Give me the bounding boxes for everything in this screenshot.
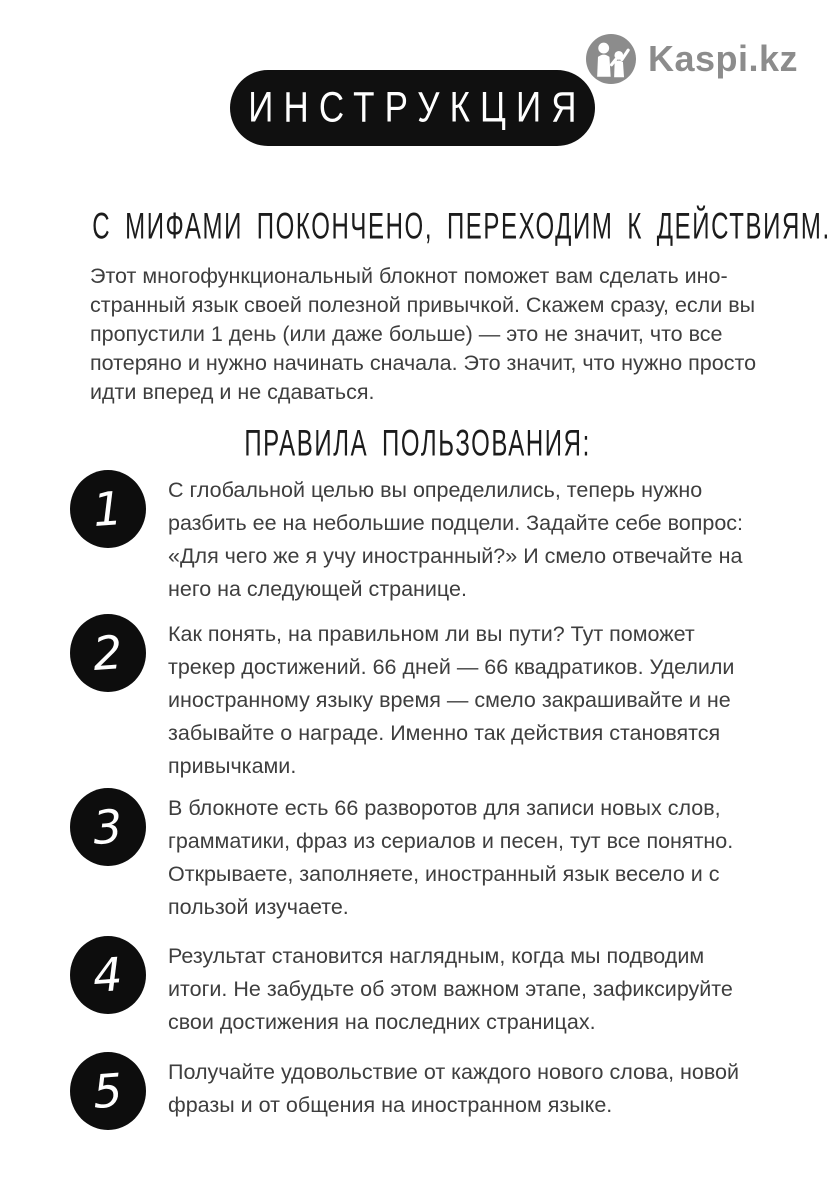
rule-number-badge: 1 bbox=[70, 470, 146, 548]
rule-number-badge: 4 bbox=[70, 936, 146, 1014]
rule-number-badge: 2 bbox=[70, 614, 146, 692]
rule-item-3 bbox=[70, 788, 750, 924]
kaspi-logo-text: Kaspi.kz bbox=[648, 38, 799, 79]
rule-text: Результат становится наглядным, когда мы подводим итоги. Не забудьте об этом важном этапе, зафиксируйте свои достижения на последних страницах. bbox=[168, 944, 733, 1034]
rule-text: С глобальной целью вы определились, теперь нужно разбить ее на небольшие подцели. Задайте себе вопрос: «Для чего же я учу иностранный?» И смело отвечайте на него на следующей странице. bbox=[168, 478, 744, 601]
rule-text: Получайте удовольствие от каждого нового слова, новой фразы и от общения на иностранном языке. bbox=[168, 1060, 739, 1117]
kaspi-people-icon bbox=[586, 34, 636, 84]
instruction-badge-label: ИНСТРУКЦИЯ bbox=[248, 83, 587, 131]
kaspi-logo bbox=[586, 34, 798, 84]
intro-paragraph: Этот многофункциональный блокнот поможет вам сделать ино-странный язык своей полезной привычкой. Скажем сразу, если вы пропустили 1 день (или даже больше) — это не значит, что все потеряно и нужно начинать сначала. Это значит, что нужно просто идти вперед и не сдаваться. bbox=[90, 264, 757, 404]
rule-item-2 bbox=[70, 614, 750, 783]
rule-item-1 bbox=[70, 470, 750, 606]
instruction-badge bbox=[230, 70, 595, 146]
rule-text: В блокноте есть 66 разворотов для записи новых слов, грамматики, фраз из сериалов и песен, тут все понятно. Открываете, заполняете, иностранный язык весело и с пользой изучаете. bbox=[168, 796, 734, 919]
rule-number-badge: 3 bbox=[70, 788, 146, 866]
page-title: С МИФАМИ ПОКОНЧЕНО, ПЕРЕХОДИМ К ДЕЙСТВИЯМ. bbox=[92, 207, 831, 248]
rules-heading: ПРАВИЛА ПОЛЬЗОВАНИЯ: bbox=[244, 424, 591, 465]
rule-item-5 bbox=[70, 1052, 750, 1130]
rule-item-4 bbox=[70, 936, 750, 1039]
rule-number-badge: 5 bbox=[70, 1052, 146, 1130]
rule-text: Как понять, на правильном ли вы пути? Тут поможет трекер достижений. 66 дней — 66 квадратиков. Уделили иностранному языку время — смело закрашивайте и не забывайте о награде. Именно так действия становятся привычками. bbox=[168, 622, 735, 778]
